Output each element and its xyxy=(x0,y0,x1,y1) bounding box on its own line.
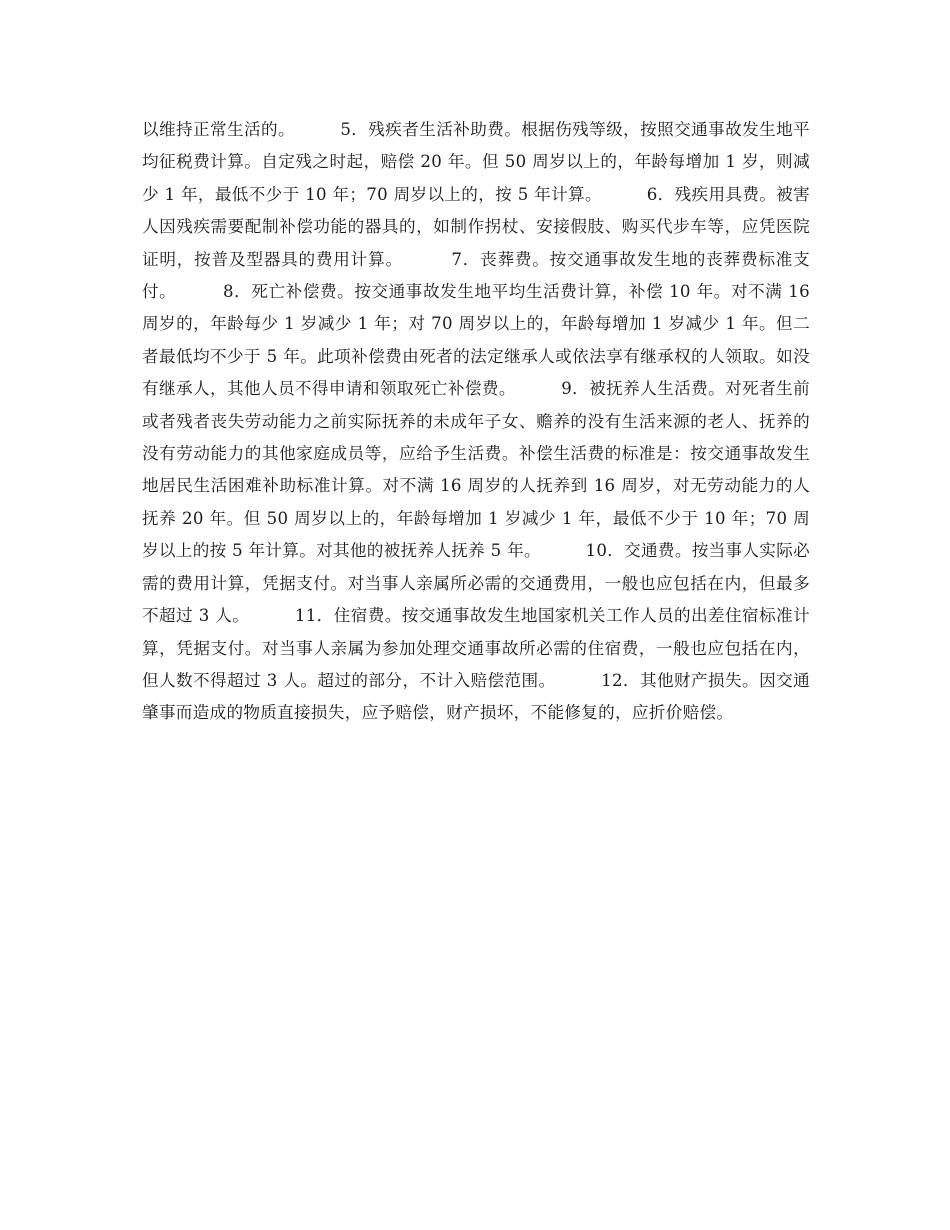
body-paragraph: 以维持正常生活的。 5．残疾者生活补助费。根据伤残等级，按照交通事故发生地平均征税费计算。自定残之时起，赔偿 20 年。但 50 周岁以上的，年龄每增加 1 岁，则减少 1 年，最低不少于 10 年；70 周岁以上的，按 5 年计算。 6．残疾用具费。被害人因残疾需要配制补偿功能的器具的，如制作拐杖、安接假肢、购买代步车等，应凭医院证明，按普及型器具的费用计算。 7．丧葬费。按交通事故发生地的丧葬费标准支付。 8．死亡补偿费。按交通事故发生地平均生活费计算，补偿 10 年。对不满 16 周岁的，年龄每少 1 岁减少 1 年；对 70 周岁以上的，年龄每增加 1 岁减少 1 年。但二者最低均不少于 5 年。此项补偿费由死者的法定继承人或依法享有继承权的人领取。如没有继承人，其他人员不得申请和领取死亡补偿费。 9．被抚养人生活费。对死者生前或者残者丧失劳动能力之前实际抚养的未成年子女、赡养的没有生活来源的老人、抚养的没有劳动能力的其他家庭成员等，应给予生活费。补偿生活费的标准是：按交通事故发生地居民生活困难补助标准计算。对不满 16 周岁的人抚养到 16 周岁，对无劳动能力的人抚养 20 年。但 50 周岁以上的，年龄每增加 1 岁减少 1 年，最低不少于 10 年；70 周岁以上的按 5 年计算。对其他的被抚养人抚养 5 年。 10．交通费。按当事人实际必需的费用计算，凭据支付。对当事人亲属所必需的交通费用，一般也应包括在内，但最多不超过 3 人。 11．住宿费。按交通事故发生地国家机关工作人员的出差住宿标准计算，凭据支付。对当事人亲属为参加处理交通事故所必需的住宿费，一般也应包括在内，但人数不得超过 3 人。超过的部分，不计入赔偿范围。 12．其他财产损失。因交通肇事而造成的物质直接损失，应予赔偿，财产损坏，不能修复的，应折价赔偿。 xyxy=(142,120,816,723)
